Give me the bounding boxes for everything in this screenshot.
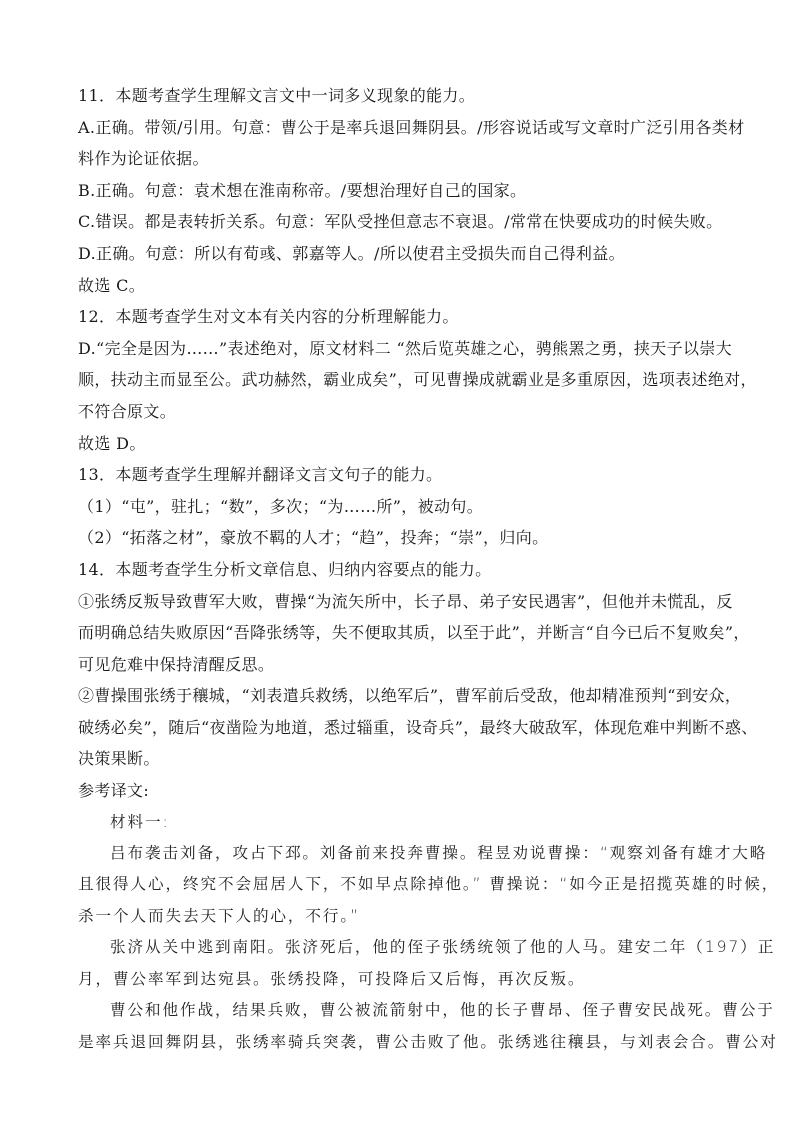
text-line-q12-answer: 故选 D。 [78,433,146,453]
text-line-q12-d-1: D.“完全是因为……”表述绝对，原文材料二 “然后览英雄之心，骋熊罴之勇，挟天子以崇大 [78,338,733,358]
text-line-q12-d-2: 顺，扶动主而显至公。武功赫然，霸业成矣”，可见曹操成就霸业是多重原因，选项表述绝对， [78,370,757,390]
text-line-q11-d: D.正确。句意：所以有荀彧、郭嘉等人。/所以使君主受损失而自己得利益。 [78,243,625,263]
text-line-q14-1c: 可见危难中保持清醒反思。 [78,654,275,674]
translation-line: 杀一个人而失去天下人的心，不行。” [78,906,361,925]
translation-line: 吕布袭击刘备，攻占下邳。刘备前来投奔曹操。程昱劝说曹操：“观察刘备有雄才大略 [110,844,768,863]
text-line-q11-c: C.错误。都是表转折关系。句意：军队受挫但意志不衰退。/常常在快要成功的时候失败。 [78,212,723,232]
translation-line: 曹公和他作战，结果兵败，曹公被流箭射中，他的长子曹昂、侄子曹安民战死。曹公于 [110,1001,775,1020]
text-line-q13-1: （1）“屯”，驻扎；“数”，多次；“为……所”，被动句。 [78,496,484,516]
text-line-q12-d-3: 不符合原文。 [78,401,177,421]
text-line-q11-a-1: A.正确。带领/引用。句意：曹公于是率兵退回舞阴县。/形容说话或写文章时广泛引用各类材 [78,117,745,137]
translation-line: 月，曹公率军到达宛县。张绣投降，可投降后又后悔，再次反叛。 [78,969,586,988]
text-line-q14-1a: ①张绣反叛导致曹军大败，曹操“为流矢所中，长子昂、弟子安民遇害”，但他并未慌乱，反 [78,591,733,611]
text-line-q14-2b: 破绣必矣”，随后“夜凿险为地道，悉过辎重，设奇兵”，最终大破敌军，体现危难中判断不惑、 [78,717,758,737]
text-line-q13-2: （2）“拓落之材”，豪放不羁的人才；“趋”，投奔；“崇”，归向。 [78,528,549,548]
text-line-reference-heading: 参考译文: [78,781,150,801]
text-line-q11-answer: 故选 C。 [78,275,146,295]
answer-explanation [78,80,780,1058]
reference-translation [78,807,780,1058]
translation-line: 张济从关中逃到南阳。张济死后，他的侄子张绣统领了他的人马。建安二年（197）正 [110,938,776,957]
text-line-q11-a-2: 料作为论证依据。 [78,149,209,169]
translation-line: 是率兵退回舞阴县，张绣率骑兵突袭，曹公击败了他。张绣逃往穰县，与刘表会合。曹公对 [78,1032,778,1051]
translation-line: 且很得人心，终究不会屈居人下，不如早点除掉他。” 曹操说：“如今正是招揽英雄的时候， [78,875,780,894]
translation-line: 材料一: [110,812,170,831]
text-line-q14-2a: ②曹操围张绣于穰城，“刘表遣兵救绣，以绝军后”，曹军前后受敌，他却精准预判“到安众， [78,686,742,706]
text-line-q14-1b: 而明确总结失败原因“吾降张绣等，失不便取其质，以至于此”，并断言“自今已后不复败矣”， [78,623,750,643]
text-line-q14-2c: 决策果断。 [78,749,160,769]
text-line-q11-b: B.正确。句意：袁术想在淮南称帝。/要想治理好自己的国家。 [78,180,527,200]
text-line-q11-title: 11．本题考查学生理解文言文中一词多义现象的能力。 [78,86,476,105]
text-line-q12-title: 12．本题考查学生对文本有关内容的分析理解能力。 [78,307,459,327]
text-line-q14-title: 14．本题考查学生分析文章信息、归纳内容要点的能力。 [78,559,492,579]
text-line-q13-title: 13．本题考查学生理解并翻译文言文句子的能力。 [78,465,443,485]
